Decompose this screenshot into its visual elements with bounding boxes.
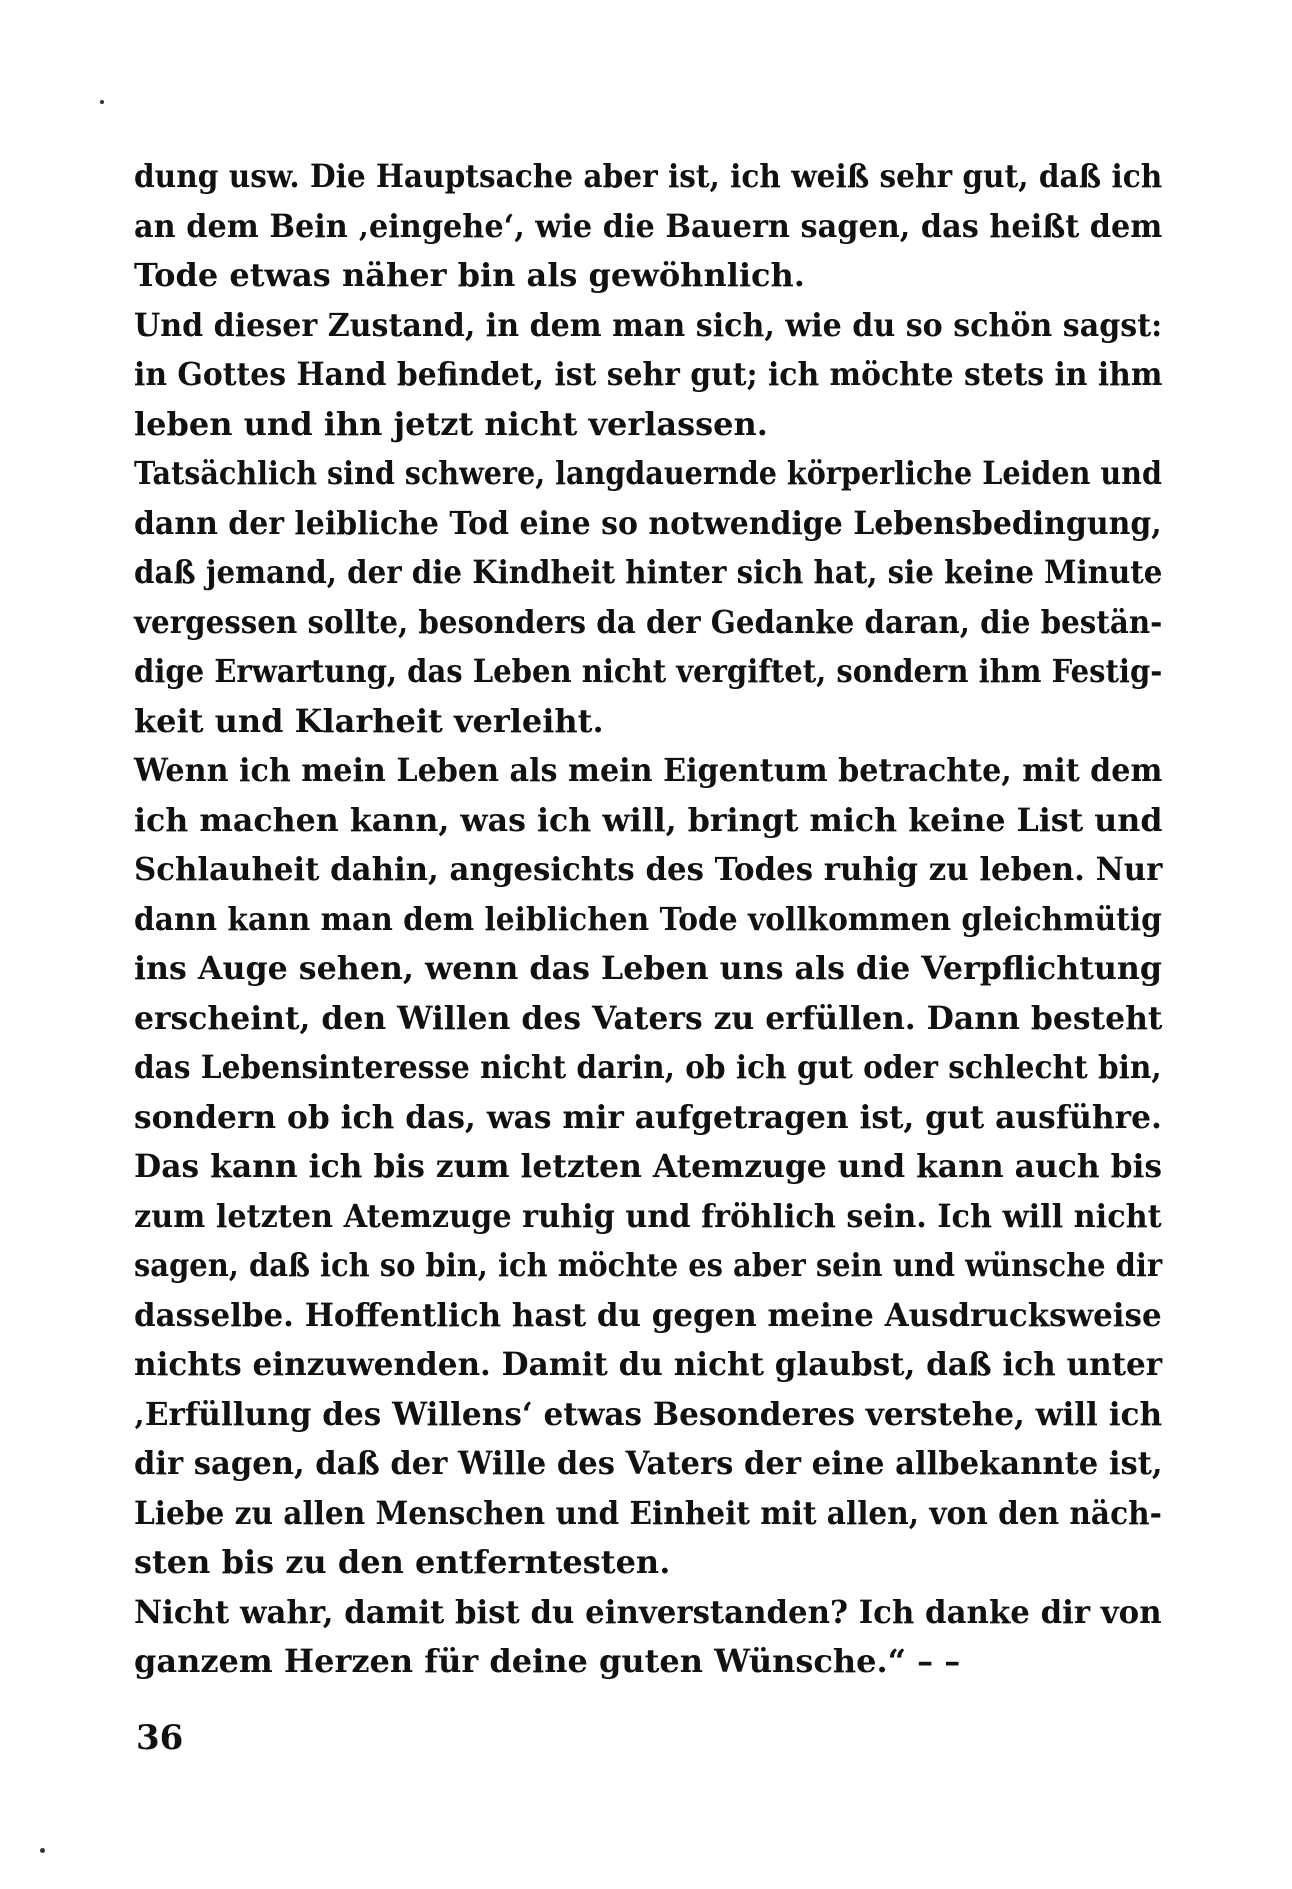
ink-speck — [40, 1848, 45, 1853]
text-line: dann kann man dem leiblichen Tode vollkommen gleichmütig — [134, 899, 1162, 938]
text-line: ganzem Herzen für deine guten Wünsche.“ – – — [134, 1642, 961, 1680]
text-line: erscheint, den Willen des Vaters zu erfüllen. Dann besteht — [134, 998, 1163, 1037]
text-line: dasselbe. Hoffentlich hast du gegen meine Ausdrucksweise — [134, 1295, 1162, 1334]
paragraph-4 — [134, 746, 1162, 1588]
text-line: sten bis zu den entferntesten. — [134, 1543, 671, 1581]
paragraph-5 — [134, 1588, 1162, 1687]
page-number: 36 — [136, 1718, 184, 1758]
text-line: leben und ihn jetzt nicht verlassen. — [134, 404, 768, 443]
text-line: sondern ob ich das, was mir aufgetragen ist, gut ausführe. — [134, 1097, 1162, 1136]
text-line: an dem Bein ‚eingehe‘, wie die Bauern sagen, das heißt dem — [134, 206, 1163, 245]
paragraph-2 — [134, 301, 1162, 450]
ink-speck — [100, 100, 104, 104]
text-line: das Lebensinteresse nicht darin, ob ich gut oder schlecht bin, — [134, 1048, 1162, 1086]
text-line: ins Auge sehen, wenn das Leben uns als die Verpflichtung — [134, 949, 1163, 987]
text-line: Nicht wahr, damit bist du einverstanden? Ich danke dir von — [134, 1592, 1162, 1631]
text-line: Das kann ich bis zum letzten Atemzuge und kann auch bis — [134, 1147, 1163, 1185]
body-text — [134, 152, 1162, 1687]
text-line: vergessen sollte, besonders da der Gedanke daran, die bestän- — [134, 602, 1163, 641]
text-line: nichts einzuwenden. Damit du nicht glaubst, daß ich unter — [134, 1345, 1163, 1383]
text-line: Tatsächlich sind schwere, langdauernde körperliche Leiden und — [134, 454, 1162, 492]
text-line: dung usw. Die Hauptsache aber ist, ich weiß sehr gut, daß ich — [134, 157, 1163, 195]
text-line: dann der leibliche Tod eine so notwendige Lebensbedingung, — [134, 503, 1162, 542]
text-line: ich machen kann, was ich will, bringt mich keine List und — [134, 800, 1163, 839]
text-line: in Gottes Hand befindet, ist sehr gut; ich möchte stets in ihm — [134, 355, 1163, 393]
text-line: Und dieser Zustand, in dem man sich, wie du so schön sagst: — [134, 305, 1163, 344]
text-line: dir sagen, daß der Wille des Vaters der eine allbekannte ist, — [134, 1444, 1163, 1482]
text-line: ‚Erfüllung des Willens‘ etwas Besonderes verstehe, will ich — [134, 1394, 1163, 1433]
paragraph-3 — [134, 449, 1162, 746]
text-line: dige Erwartung, das Leben nicht vergiftet, sondern ihm Festig- — [134, 652, 1163, 690]
text-line: zum letzten Atemzuge ruhig und fröhlich sein. Ich will nicht — [134, 1196, 1162, 1235]
text-line: Liebe zu allen Menschen und Einheit mit allen, von den näch- — [134, 1493, 1162, 1532]
text-line: sagen, daß ich so bin, ich möchte es aber sein und wünsche dir — [134, 1246, 1163, 1284]
paragraph-1 — [134, 152, 1162, 301]
text-line: Schlauheit dahin, angesichts des Todes ruhig zu leben. Nur — [134, 850, 1163, 888]
text-line: Tode etwas näher bin als gewöhnlich. — [134, 256, 805, 294]
text-line: keit und Klarheit verleiht. — [134, 701, 604, 740]
text-line: Wenn ich mein Leben als mein Eigentum betrachte, mit dem — [134, 751, 1163, 789]
text-line: daß jemand, der die Kindheit hinter sich hat, sie keine Minute — [134, 553, 1163, 591]
